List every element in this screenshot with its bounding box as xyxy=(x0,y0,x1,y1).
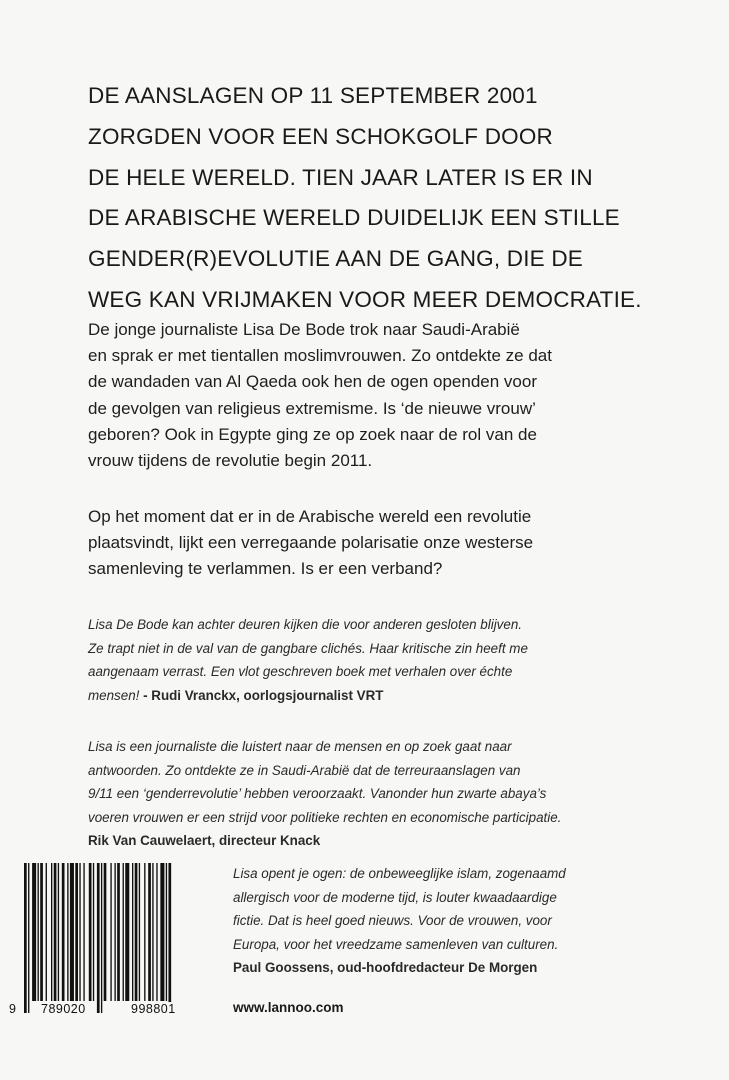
barcode-bar xyxy=(97,863,100,1013)
quote-line: 9/11 een ‘genderrevolutie’ hebben veroorzaakt. Vanonder hun zwarte abaya’s xyxy=(88,786,547,801)
barcode-bar xyxy=(62,863,65,1001)
body-paragraph-2 xyxy=(88,504,648,583)
quote-line: Ze trapt niet in de val van de gangbare clichés. Haar kritische zin heeft me xyxy=(88,640,528,656)
barcode-bar xyxy=(79,863,80,1001)
headline-line: DE HELE WERELD. TIEN JAAR LATER IS ER IN xyxy=(88,164,593,190)
barcode-bar xyxy=(58,863,59,1001)
review-quote-goossens xyxy=(233,862,653,980)
quote-line: Lisa is een journaliste die luistert naar de mensen en op zoek gaat naar xyxy=(88,739,512,754)
quote-text: mensen! xyxy=(88,687,140,703)
barcode-digit-first: 9 xyxy=(9,1002,17,1016)
body-line: samenleving te verlammen. Is er een verband? xyxy=(88,559,443,579)
barcode-digits-left: 789020 xyxy=(41,1002,86,1016)
quote-line: Lisa De Bode kan achter deuren kijken die voor anderen gesloten blijven. xyxy=(88,617,522,632)
headline-line: GENDER(R)EVOLUTIE AAN DE GANG, DIE DE xyxy=(88,246,583,272)
barcode-bar xyxy=(38,863,39,1001)
quote-line: Lisa opent je ogen: de onbeweeglijke islam, zogenaamd xyxy=(233,866,566,881)
body-line: de wandaden van Al Qaeda ook hen de ogen openden voor xyxy=(88,372,537,392)
quote-line: fictie. Dat is heel goed nieuws. Voor de vrouwen, voor xyxy=(233,913,552,928)
review-quote-vranckx xyxy=(88,613,658,707)
quote-line: antwoorden. Zo ontdekte ze in Saudi-Arabië dat de terreuraanslagen van xyxy=(88,762,521,778)
barcode-bars xyxy=(22,863,218,1013)
body-line: de gevolgen van religieus extremisme. Is ‘de nieuwe vrouw’ xyxy=(88,398,536,418)
headline-line: DE ARABISCHE WERELD DUIDELIJK EEN STILLE xyxy=(88,205,620,231)
barcode-bar xyxy=(51,863,52,1001)
body-line: Op het moment dat er in de Arabische wereld een revolutie xyxy=(88,507,532,526)
barcode-bar xyxy=(160,863,164,1001)
body-line: en sprak er met tientallen moslimvrouwen. Zo ontdekte ze dat xyxy=(88,346,552,366)
quote-line: voeren vrouwen er een strijd voor politieke rechten en economische participatie. xyxy=(88,809,562,825)
isbn-barcode xyxy=(9,863,218,1020)
barcode-bar xyxy=(110,863,111,1001)
barcode-bar xyxy=(70,863,74,1001)
barcode-bar xyxy=(46,863,47,1001)
barcode-bar xyxy=(166,863,167,1001)
barcode-bar xyxy=(75,863,78,1001)
barcode-bar xyxy=(89,863,92,1001)
body-line: plaatsvindt, lijkt een verregaande polarisatie onze westerse xyxy=(88,533,534,553)
barcode-bar xyxy=(139,863,140,1001)
barcode-bar xyxy=(28,863,29,1013)
barcode-digits xyxy=(9,999,218,1021)
barcode-bar xyxy=(135,863,138,1001)
barcode-bar xyxy=(83,863,84,1001)
body-paragraph-1 xyxy=(88,317,648,474)
barcode-bar xyxy=(32,863,36,1001)
headline-line: DE AANSLAGEN OP 11 SEPTEMBER 2001 xyxy=(88,83,538,108)
barcode-bar xyxy=(152,863,153,1001)
review-quote-van-cauwelaert xyxy=(88,735,658,853)
barcode-bar xyxy=(168,863,171,1013)
barcode-bar xyxy=(93,863,94,1001)
quote-line: aangenaam verrast. Een vlot geschreven boek met verhalen over échte xyxy=(88,664,513,679)
body-line: geboren? Ook in Egypte ging ze op zoek naar de rol van de xyxy=(88,424,537,444)
barcode-bar xyxy=(156,863,157,1001)
headline xyxy=(88,76,708,321)
quote-attribution: Rik Van Cauwelaert, directeur Knack xyxy=(88,833,321,848)
barcode-bar xyxy=(132,863,133,1001)
body-line: De jonge journaliste Lisa De Bode trok naar Saudi-Arabië xyxy=(88,320,520,339)
barcode-bar xyxy=(114,863,115,1001)
barcode-bar xyxy=(40,863,43,1001)
barcode-bar xyxy=(104,863,107,1001)
barcode-bar xyxy=(117,863,120,1001)
quote-attribution: - Rudi Vranckx, oorlogsjournalist VRT xyxy=(143,687,384,703)
barcode-bar xyxy=(125,863,129,1001)
barcode-bar xyxy=(101,863,102,1013)
barcode-bar xyxy=(67,863,68,1001)
barcode-bar xyxy=(24,863,27,1013)
body-line: vrouw tijdens de revolutie begin 2011. xyxy=(88,451,373,471)
quote-line-last xyxy=(88,684,658,708)
barcode-bar xyxy=(54,863,57,1001)
quote-line: allergisch voor de moderne tijd, is louter kwaadaardige xyxy=(233,889,557,905)
barcode-bar xyxy=(123,863,124,1001)
quote-line: Europa, voor het vreedzame samenleven van culturen. xyxy=(233,936,559,952)
barcode-bar xyxy=(144,863,145,1001)
headline-line: ZORGDEN VOOR EEN SCHOKGOLF DOOR xyxy=(88,123,553,149)
quote-attribution: Paul Goossens, oud-hoofdredacteur De Morgen xyxy=(233,960,538,975)
barcode-digits-right: 998801 xyxy=(131,1002,176,1016)
publisher-website[interactable]: www.lannoo.com xyxy=(233,1000,344,1015)
barcode-bar xyxy=(148,863,151,1001)
headline-line: WEG KAN VRIJMAKEN VOOR MEER DEMOCRATIE. xyxy=(88,286,642,312)
